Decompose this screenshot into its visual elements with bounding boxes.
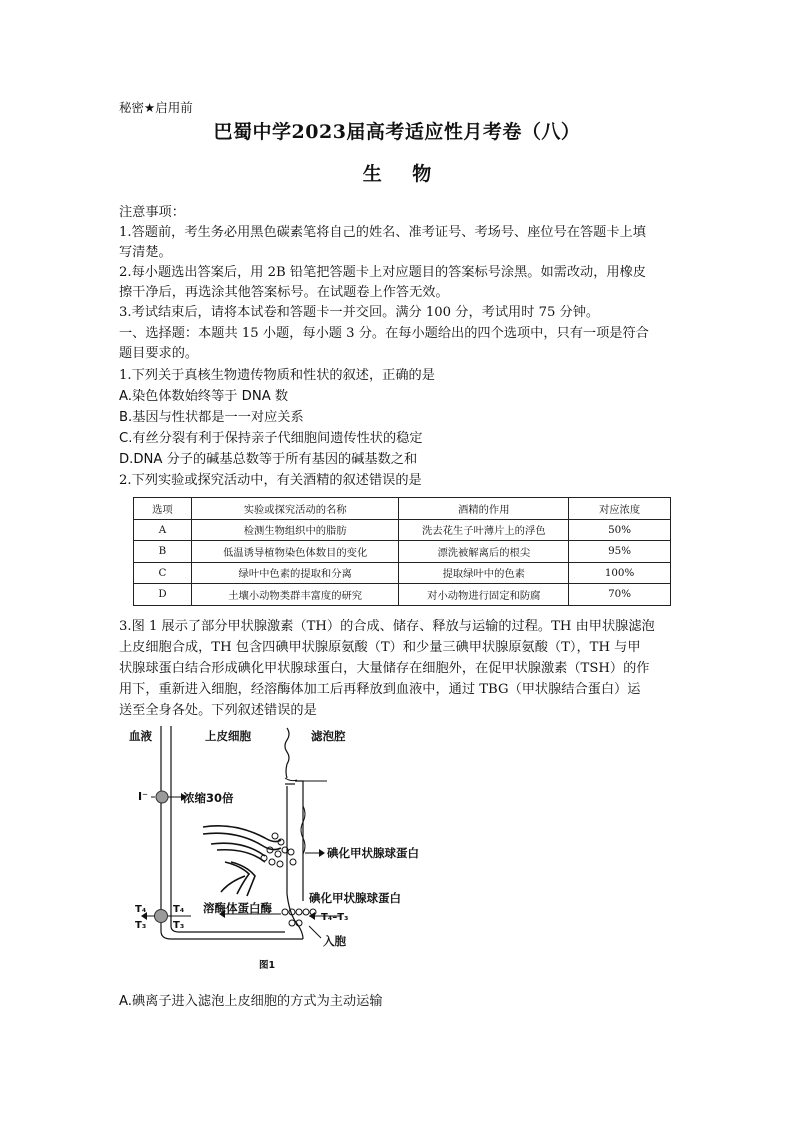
section-heading: 一、选择题：本题共 15 小题，每小题 3 分。在每小题给出的四个选项中，只有一项是符合 (119, 326, 649, 341)
apical-membrane-top (285, 728, 289, 778)
table-cell: 95% (569, 541, 671, 563)
blood-label: 血液 (129, 729, 152, 743)
table-cell: 提取绿叶中的色素 (399, 562, 569, 584)
lysosome-branch-icon (225, 862, 249, 894)
table-cell: 漂洗被解离后的根尖 (399, 541, 569, 563)
lysosome-branch-b-icon (231, 862, 255, 896)
question-3-stem-line-4: 用下，重新进入细胞，经溶酶体加工后再释放到血液中，通过 TBG（甲状腺结合蛋白）运 (119, 682, 641, 697)
question-1-option-d: D.DNA 分子的碱基总数等于所有基因的碱基数之和 (119, 452, 418, 467)
t4t3-label: T₄–T₃ (321, 912, 349, 923)
table-header-cell: 酒精的作用 (399, 498, 569, 520)
table-cell: 洗去花生子叶薄片上的浮色 (399, 519, 569, 541)
lysosome-enzyme-label: 溶酶体蛋白酶 (203, 901, 272, 915)
table-header-cell: 实验或探究活动的名称 (191, 498, 399, 520)
notice-item-2-cont: 擦干净后，再选涂其他答案标号。在试题卷上作答无效。 (119, 285, 449, 300)
thyroglobulin-label-lower: 碘化甲状腺球蛋白 (309, 891, 401, 905)
table-row (134, 562, 671, 584)
question-1-option-a: A.染色体数始终等于 DNA 数 (119, 389, 289, 404)
question-1-stem: 1.下列关于真核生物遗传物质和性状的叙述，正确的是 (119, 368, 435, 383)
alcohol-table (133, 497, 671, 606)
section-heading-cont: 题目要求的。 (119, 346, 199, 361)
apical-membrane-bottom (287, 894, 303, 939)
vesicle-icon (288, 849, 294, 855)
lysosome-branch-c-icon (221, 876, 245, 892)
concentrate-label: 浓缩30倍 (183, 791, 234, 805)
notice-item-2: 2.每小题选出答案后，用 2B 铅笔把答题卡上对应题目的答案标号涂黑。如需改动，用橡皮 (119, 265, 646, 280)
thyroid-follicle-figure (125, 726, 457, 976)
t3-left-label: T₃ (135, 920, 147, 931)
confidential-mark: 秘密★启用前 (119, 100, 193, 115)
lumen-label: 滤泡腔 (311, 729, 346, 743)
thyroglobulin-label-upper: 碘化甲状腺球蛋白 (327, 846, 419, 860)
hormone-transporter-icon (155, 910, 168, 923)
question-1-option-b: B.基因与性状都是一一对应关系 (119, 410, 304, 425)
vesicle-icon (278, 839, 284, 845)
table-cell: 70% (569, 584, 671, 606)
t4-left-label: T₄ (135, 904, 147, 915)
table-row (134, 541, 671, 563)
table-cell: 50% (569, 519, 671, 541)
question-3-stem-line-2: 上皮细胞合成，TH 包含四碘甲状腺原氨酸（T）和少量三碘甲状腺原氨酸（T），TH 与甲 (119, 640, 641, 655)
junction-curve (285, 778, 297, 781)
endocytosis-label: 入胞 (323, 934, 346, 948)
table-cell: B (134, 541, 192, 563)
t3-right-label: T₃ (173, 920, 185, 931)
table-cell: C (134, 562, 192, 584)
notice-item-3: 3.考试结束后，请将本试卷和答题卡一并交回。满分 100 分，考试用时 75 分钟。 (119, 305, 600, 320)
table-header-row (134, 498, 671, 520)
table-cell: 低温诱导植物染色体数目的变化 (191, 541, 399, 563)
lumen-wall (295, 781, 303, 901)
endocytosis-pointer (309, 926, 321, 938)
question-3-stem-line-1: 3.图 1 展示了部分甲状腺激素（TH）的合成、储存、释放与运输的过程。TH 由甲状腺滤泡 (119, 619, 655, 634)
question-3-stem-line-5: 送至全身各处。下列叙述错误的是 (119, 703, 317, 718)
table-header-cell: 对应浓度 (569, 498, 671, 520)
question-3-option-a: A.碘离子进入滤泡上皮细胞的方式为主动运输 (119, 994, 383, 1009)
vesicle-icon (289, 920, 295, 926)
figure-caption: 图1 (259, 960, 276, 971)
question-3-stem-line-3: 状腺球蛋白结合形成碘化甲状腺球蛋白，大量储存在细胞外，在促甲状腺激素（TSH）的作 (119, 661, 650, 676)
table-cell: 检测生物组织中的脂肪 (191, 519, 399, 541)
notice-heading: 注意事项： (119, 205, 185, 220)
t4-right-label: T₄ (173, 904, 185, 915)
vesicle-icon (296, 909, 302, 915)
iodide-transporter-icon (156, 791, 168, 803)
table-cell: A (134, 519, 192, 541)
table-cell: 绿叶中色素的提取和分离 (191, 562, 399, 584)
table-cell: 对小动物进行固定和防腐 (399, 584, 569, 606)
table-row (134, 584, 671, 606)
iodide-label: I⁻ (138, 790, 148, 803)
vesicle-icon (277, 861, 283, 867)
subject-title: 生 物 (362, 163, 444, 185)
table-cell: D (134, 584, 192, 606)
table-row (134, 519, 671, 541)
vesicle-icon (272, 833, 278, 839)
table-cell: 土壤小动物类群丰富度的研究 (191, 584, 399, 606)
vesicle-icon (303, 909, 309, 915)
vesicle-icon (290, 859, 296, 865)
notice-item-1-cont: 写清楚。 (119, 245, 172, 260)
exam-title: 巴蜀中学2023届高考适应性月考卷（八） (213, 121, 581, 143)
question-2-stem: 2.下列实验或探究活动中，有关酒精的叙述错误的是 (119, 473, 422, 488)
epithelial-cell-label: 上皮细胞 (205, 729, 251, 743)
table-cell: 100% (569, 562, 671, 584)
notice-item-1: 1.答题前，考生务必用黑色碳素笔将自己的姓名、准考证号、考场号、座位号在答题卡上填 (119, 225, 646, 240)
table-header-cell: 选项 (134, 498, 192, 520)
secretion-arrowhead (319, 849, 325, 857)
question-1-option-c: C.有丝分裂有利于保持亲子代细胞间遗传性状的稳定 (119, 431, 423, 446)
vesicle-icon (269, 859, 275, 865)
vesicle-icon (282, 909, 288, 915)
vesicle-icon (275, 851, 281, 857)
inner-bottom-boundary (171, 926, 285, 932)
